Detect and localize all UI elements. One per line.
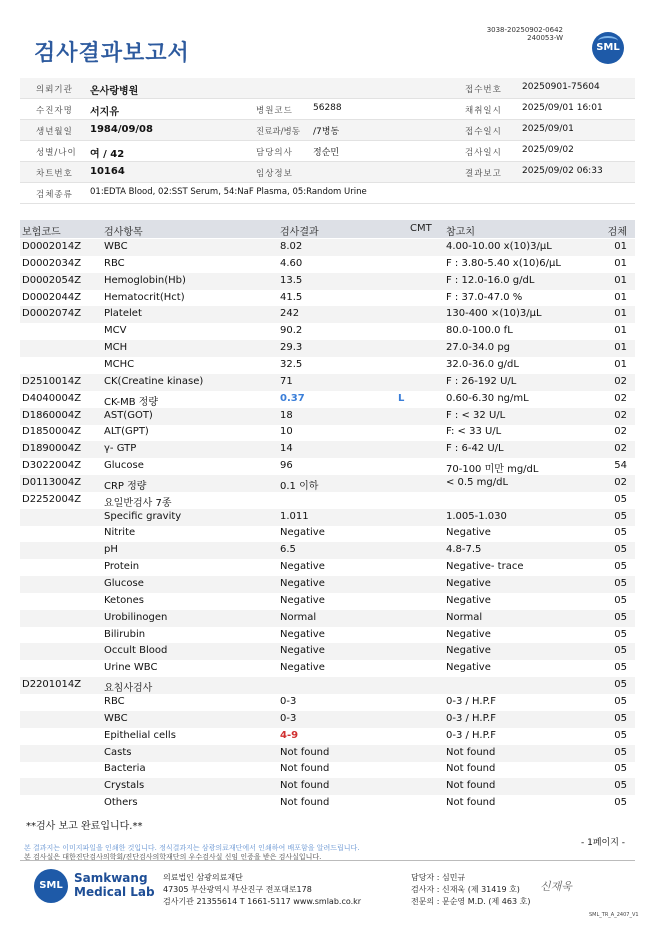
- cell-code: D1890004Z: [22, 443, 82, 455]
- table-row: [20, 643, 635, 660]
- cell-item: Hemoglobin(Hb): [104, 274, 186, 286]
- table-row: [20, 677, 635, 694]
- cell-item: Glucose: [104, 578, 144, 589]
- cell-result: Negative: [280, 628, 325, 640]
- examinee: 서지유: [90, 107, 119, 118]
- report-code-1: 3038-20250902-0642: [486, 26, 563, 34]
- table-row: [20, 559, 635, 576]
- sml-footer-logo: SML: [34, 869, 68, 903]
- table-row: [20, 458, 635, 475]
- table-row: [20, 610, 635, 627]
- cell-ref: Negative: [446, 662, 491, 674]
- cell-code: D3022004Z: [22, 460, 82, 472]
- department: /7병동: [313, 127, 340, 137]
- cell-item: Protein: [104, 561, 140, 573]
- cell-ref: F : < 32 U/L: [446, 409, 506, 421]
- cell-specimen: 05: [614, 493, 627, 505]
- cell-result: Negative: [280, 662, 325, 674]
- cell-specimen: 05: [614, 594, 627, 606]
- cell-ref: Negative: [446, 527, 491, 539]
- test-date: 2025/09/02: [522, 145, 574, 155]
- table-row: [20, 374, 635, 391]
- cell-specimen: 02: [614, 375, 627, 387]
- cell-specimen: 01: [614, 325, 627, 337]
- cell-item: RBC: [104, 695, 125, 707]
- table-row: [20, 542, 635, 559]
- cell-item: Occult Blood: [104, 645, 168, 657]
- cell-code: D0002034Z: [22, 257, 82, 269]
- col-item: 검사항목: [104, 227, 143, 238]
- col-ref: 참고치: [446, 227, 475, 238]
- table-row: [20, 424, 635, 441]
- cell-result: 96: [280, 460, 293, 472]
- cell-specimen: 05: [614, 780, 627, 792]
- cell-ref: 27.0-34.0 pg: [446, 342, 511, 354]
- cell-item: Platelet: [104, 308, 142, 320]
- table-row: [20, 408, 635, 425]
- table-row: [20, 525, 635, 542]
- cell-specimen: 05: [614, 561, 627, 573]
- table-row: [20, 576, 635, 593]
- cell-ref: Not found: [446, 797, 496, 809]
- cell-specimen: 01: [614, 342, 627, 354]
- lab-address: 의료법인 삼광의료재단 47305 부산광역시 부산진구 전포대로178 검사기관 21355614 T 1661-5117 www.smlab.co.kr: [163, 873, 362, 906]
- table-row: [20, 391, 635, 408]
- cell-item: 요침사검사: [104, 683, 153, 695]
- cell-item: Urobilinogen: [104, 611, 168, 623]
- cell-specimen: 05: [614, 662, 627, 674]
- footer-divider: [20, 860, 635, 861]
- cell-ref: Not found: [446, 780, 496, 792]
- cell-item: MCH: [104, 342, 128, 354]
- table-row: [20, 256, 635, 273]
- cell-item: Bacteria: [104, 763, 146, 775]
- table-row: [20, 795, 635, 812]
- table-row: [20, 509, 635, 526]
- cell-ref: F : 37.0-47.0 %: [446, 291, 523, 303]
- cell-result: Normal: [280, 611, 317, 623]
- cell-result: 242: [280, 308, 300, 320]
- table-row: [20, 441, 635, 458]
- cell-result: Not found: [280, 780, 330, 792]
- cell-result: 90.2: [280, 325, 303, 337]
- cell-item: CRP 정량: [104, 480, 147, 492]
- cell-specimen: 05: [614, 510, 627, 522]
- accreditation-notice: 본 검사실은 대한진단검사의학회/진단검사의학재단의 우수검사실 신임 인증을 받은 검사실입니다.: [24, 853, 322, 861]
- cell-ref: 0-3 / H.P.F: [446, 712, 496, 724]
- table-row: [20, 627, 635, 644]
- cell-result: 0.1 이하: [280, 480, 319, 492]
- cell-result: 4.60: [280, 257, 303, 269]
- cell-item: 요일반검사 7종: [104, 497, 172, 509]
- cell-code: D1860004Z: [22, 409, 82, 421]
- cell-specimen: 02: [614, 409, 627, 421]
- cell-specimen: 01: [614, 257, 627, 269]
- chart-no: 10164: [90, 166, 125, 177]
- cell-result: 1.011: [280, 510, 309, 522]
- col-code: 보험코드: [22, 227, 61, 238]
- page-number: - 1페이지 -: [581, 838, 626, 848]
- cell-item: γ- GTP: [104, 443, 137, 455]
- collect-date: 2025/09/01 16:01: [522, 103, 603, 113]
- lab-staff: 담당자 : 심민규 검사자 : 신재욱 (제 31419 호) 전문의 : 문순영 M.D. (제 463 호): [411, 873, 531, 906]
- cell-result: Not found: [280, 763, 330, 775]
- cell-code: D0002014Z: [22, 241, 82, 252]
- cell-item: RBC: [104, 257, 125, 269]
- cell-specimen: 05: [614, 679, 627, 691]
- cell-item: Glucose: [104, 460, 144, 472]
- cell-specimen: 05: [614, 645, 627, 657]
- birth-date: 1984/09/08: [90, 124, 153, 135]
- cell-code: D1850004Z: [22, 426, 82, 438]
- cell-code: D2252004Z: [22, 493, 82, 505]
- table-row: [20, 660, 635, 677]
- cell-specimen: 05: [614, 797, 627, 809]
- cell-result: 18: [280, 409, 293, 421]
- receipt-date: 2025/09/01: [522, 124, 574, 134]
- cell-specimen: 01: [614, 291, 627, 303]
- cell-code: D4040004Z: [22, 392, 82, 404]
- table-row: [20, 778, 635, 795]
- cell-result: 32.5: [280, 358, 303, 370]
- cell-item: AST(GOT): [104, 409, 153, 421]
- print-notice: 본 결과지는 이미지파일을 인쇄한 것입니다. 정식결과지는 삼광의료재단에서 인쇄하여 배포함을 알려드립니다.: [24, 844, 360, 852]
- cell-specimen: 05: [614, 746, 627, 758]
- cell-ref: Normal: [446, 611, 483, 623]
- cell-result: 4-9: [280, 729, 299, 741]
- cell-item: CK-MB 정량: [104, 396, 159, 408]
- cell-result: Not found: [280, 797, 330, 809]
- results-table-header: [20, 220, 635, 238]
- cell-result: 41.5: [280, 291, 303, 303]
- cell-item: ALT(GPT): [104, 426, 149, 438]
- cell-ref: 0.60-6.30 ng/mL: [446, 392, 529, 404]
- cell-result: 71: [280, 375, 293, 387]
- cell-result: 13.5: [280, 274, 303, 286]
- cell-result: 0.37: [280, 392, 305, 404]
- cell-ref: F : 6-42 U/L: [446, 443, 504, 455]
- specimen-types: 01:EDTA Blood, 02:SST Serum, 54:NaF Plasma, 05:Random Urine: [90, 187, 367, 197]
- cell-ref: 4.8-7.5: [446, 544, 482, 556]
- cell-ref: F : 26-192 U/L: [446, 375, 517, 387]
- cell-result: Negative: [280, 594, 325, 606]
- cell-result: Negative: [280, 561, 325, 573]
- cell-specimen: 05: [614, 578, 627, 589]
- cell-code: D0002074Z: [22, 308, 82, 320]
- cell-item: Casts: [104, 746, 132, 758]
- cell-specimen: 54: [614, 460, 627, 472]
- cell-item: WBC: [104, 712, 128, 724]
- form-code: SML_TR_A_2407_V1: [589, 912, 639, 918]
- signature: 신재욱: [540, 880, 572, 893]
- cell-ref: 0-3 / H.P.F: [446, 695, 496, 707]
- sml-logo: SML: [592, 32, 624, 64]
- cell-ref: 0-3 / H.P.F: [446, 729, 496, 741]
- cell-ref: 80.0-100.0 fL: [446, 325, 513, 337]
- cell-code: D0113004Z: [22, 476, 82, 488]
- cell-result: 8.02: [280, 241, 303, 252]
- cell-ref: Negative: [446, 628, 491, 640]
- cell-specimen: 01: [614, 274, 627, 286]
- sex-age: 여 / 42: [90, 149, 125, 160]
- cell-ref: 1.005-1.030: [446, 510, 507, 522]
- cell-ref: F : 12.0-16.0 g/dL: [446, 274, 535, 286]
- table-row: [20, 475, 635, 492]
- cell-specimen: 05: [614, 695, 627, 707]
- table-row: [20, 761, 635, 778]
- doctor: 정순민: [313, 148, 340, 158]
- table-row: [20, 273, 635, 290]
- table-row: [20, 593, 635, 610]
- cell-item: Others: [104, 797, 138, 809]
- cell-specimen: 02: [614, 443, 627, 455]
- table-row: [20, 323, 635, 340]
- hospital-code: 56288: [313, 103, 342, 113]
- cell-specimen: 05: [614, 712, 627, 724]
- table-row: [20, 492, 635, 509]
- col-specimen: 검체: [607, 227, 627, 238]
- cell-result: 14: [280, 443, 293, 455]
- cell-item: WBC: [104, 241, 128, 252]
- cell-cmt: L: [398, 392, 405, 404]
- cell-ref: Negative- trace: [446, 561, 524, 573]
- cell-result: Negative: [280, 578, 325, 589]
- cell-specimen: 05: [614, 729, 627, 741]
- table-row: [20, 694, 635, 711]
- table-row: [20, 711, 635, 728]
- institution: 온사랑병원: [90, 86, 139, 97]
- cell-ref: 4.00-10.00 x(10)3/μL: [446, 241, 552, 252]
- report-code-2: 240053-W: [527, 34, 563, 42]
- cell-result: Negative: [280, 527, 325, 539]
- cell-specimen: 01: [614, 241, 627, 252]
- cell-code: D0002054Z: [22, 274, 82, 286]
- table-row: [20, 340, 635, 357]
- cell-item: Urine WBC: [104, 662, 158, 674]
- cell-ref: F : 3.80-5.40 x(10)6/μL: [446, 257, 561, 269]
- col-cmt: CMT: [410, 223, 432, 234]
- table-row: [20, 239, 635, 256]
- report-title: 검사결과보고서: [34, 41, 190, 66]
- table-row: [20, 745, 635, 762]
- cell-item: MCHC: [104, 358, 135, 370]
- cell-result: 6.5: [280, 544, 296, 556]
- table-row: [20, 728, 635, 745]
- cell-specimen: 05: [614, 628, 627, 640]
- cell-ref: 130-400 ×(10)3/μL: [446, 308, 542, 320]
- cell-ref: Negative: [446, 578, 491, 589]
- cell-ref: Negative: [446, 594, 491, 606]
- cell-specimen: 01: [614, 358, 627, 370]
- col-result: 검사결과: [280, 227, 319, 238]
- cell-specimen: 02: [614, 392, 627, 404]
- report-complete: **검사 보고 완료입니다.**: [26, 821, 143, 832]
- cell-item: Nitrite: [104, 527, 136, 539]
- cell-result: 0-3: [280, 712, 297, 724]
- report-date: 2025/09/02 06:33: [522, 166, 603, 176]
- cell-item: Specific gravity: [104, 510, 182, 522]
- cell-result: Negative: [280, 645, 325, 657]
- table-row: [20, 306, 635, 323]
- cell-specimen: 02: [614, 426, 627, 438]
- cell-result: 29.3: [280, 342, 303, 354]
- cell-item: Ketones: [104, 594, 144, 606]
- lab-name: Samkwang Medical Lab: [74, 871, 155, 899]
- cell-result: Not found: [280, 746, 330, 758]
- cell-item: Epithelial cells: [104, 729, 176, 741]
- cell-item: Bilirubin: [104, 628, 146, 640]
- cell-specimen: 05: [614, 527, 627, 539]
- cell-ref: Negative: [446, 645, 491, 657]
- table-row: [20, 290, 635, 307]
- cell-specimen: 05: [614, 611, 627, 623]
- cell-ref: F: < 33 U/L: [446, 426, 502, 438]
- cell-ref: 70-100 미만 mg/dL: [446, 464, 539, 476]
- cell-code: D2510014Z: [22, 375, 82, 387]
- cell-result: 10: [280, 426, 293, 438]
- cell-item: CK(Creatine kinase): [104, 375, 204, 387]
- cell-specimen: 05: [614, 763, 627, 775]
- cell-ref: Not found: [446, 746, 496, 758]
- cell-specimen: 05: [614, 544, 627, 556]
- cell-ref: < 0.5 mg/dL: [446, 476, 509, 488]
- cell-specimen: 02: [614, 476, 627, 488]
- receipt-no: 20250901-75604: [522, 82, 600, 92]
- cell-ref: 32.0-36.0 g/dL: [446, 358, 519, 370]
- cell-ref: Not found: [446, 763, 496, 775]
- table-row: [20, 357, 635, 374]
- cell-item: MCV: [104, 325, 127, 337]
- cell-item: Hematocrit(Hct): [104, 291, 185, 303]
- cell-result: 0-3: [280, 695, 297, 707]
- cell-item: pH: [104, 544, 118, 556]
- cell-specimen: 01: [614, 308, 627, 320]
- cell-code: D2201014Z: [22, 679, 82, 691]
- cell-item: Crystals: [104, 780, 145, 792]
- cell-code: D0002044Z: [22, 291, 82, 303]
